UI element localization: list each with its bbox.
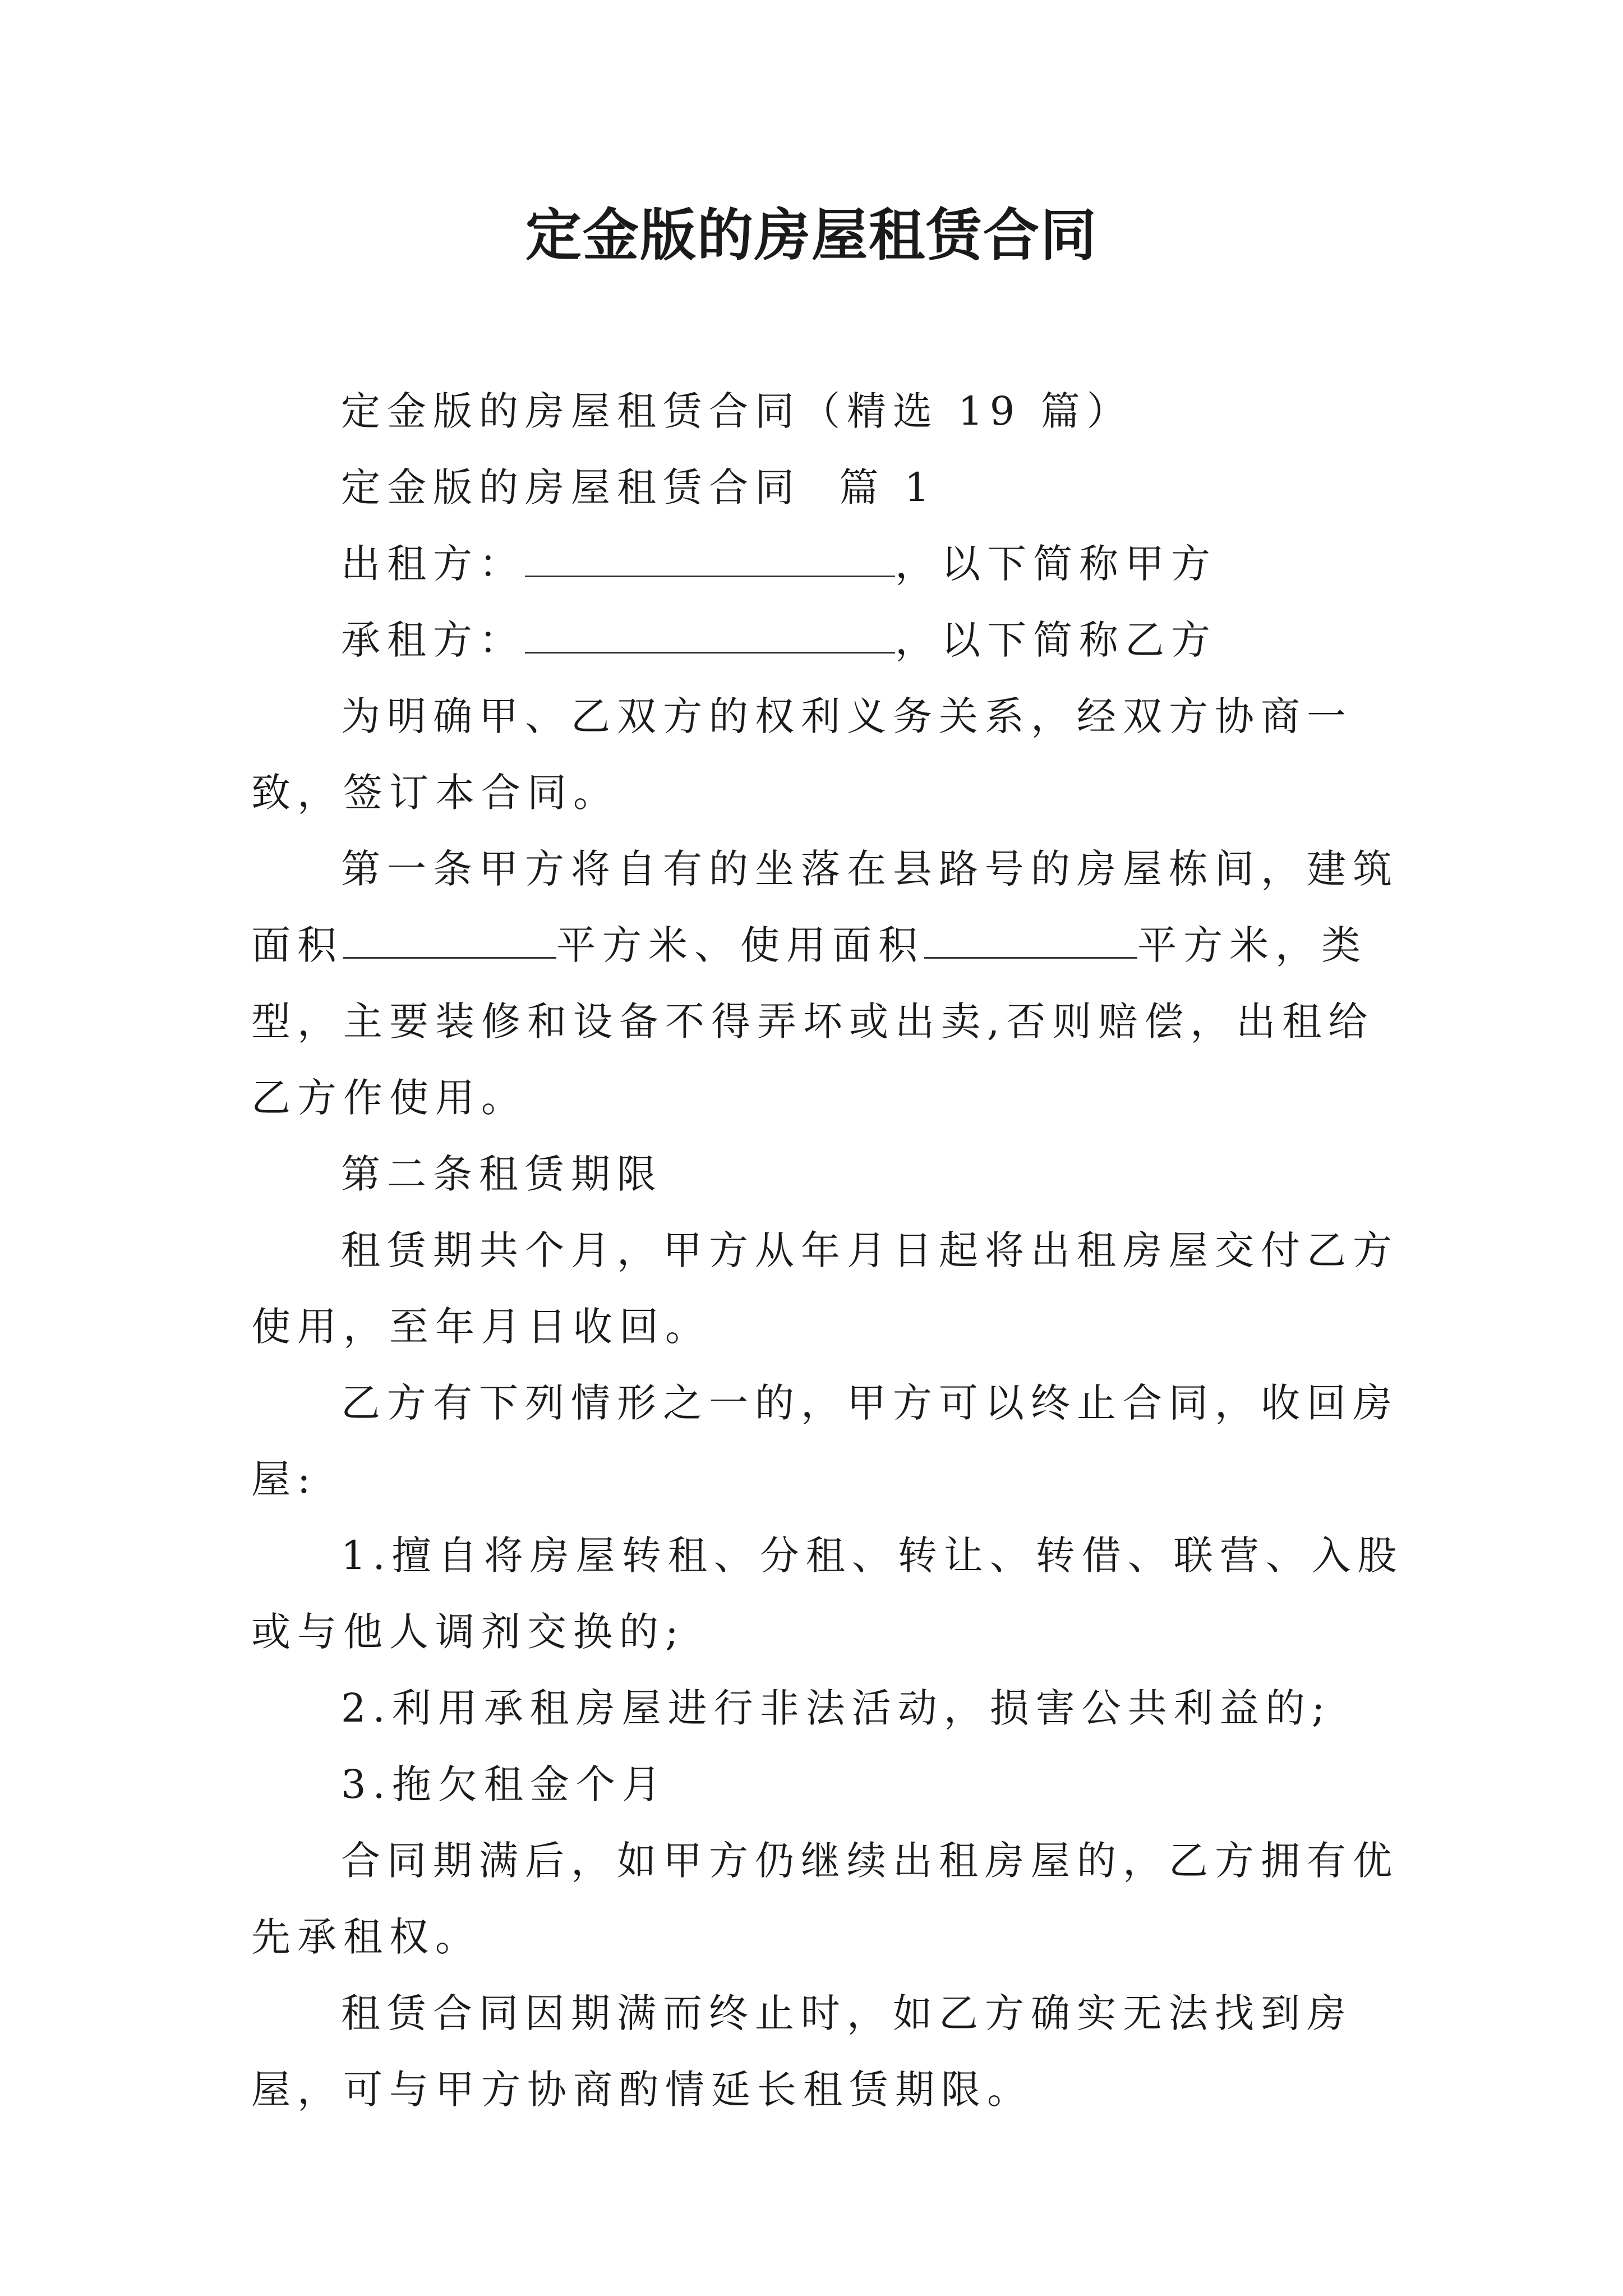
paragraph-clause-2: 2.利用承租房屋进行非法活动，损害公共利益的; [341, 1685, 1332, 1731]
paragraph-lessor [251, 526, 1404, 602]
paragraph-article-1 [251, 831, 1404, 1136]
article-1-text-c: 平方米，类型，主要装修和设备不得弄坏或出卖,否则赔偿，出租给乙方作使用。 [251, 922, 1375, 1121]
paragraph-priority-right: 合同期满后，如甲方仍继续出租房屋的，乙方拥有优先承租权。 [251, 1838, 1399, 1960]
paragraph-clause-3: 3.拖欠租金个月 [341, 1761, 668, 1807]
paragraph-subtitle: 定金版的房屋租赁合同（精选 19 篇） [341, 388, 1133, 434]
lessee-suffix: ，以下简称乙方 [895, 617, 1217, 663]
lessor-blank-line [525, 542, 895, 577]
article-1-text-a: 第一条甲方将自有的坐落在县路号的房屋栋间，建筑面积 [251, 846, 1399, 968]
paragraph-extension: 租赁合同因期满而终止时，如乙方确实无法找到房屋，可与甲方协商酌情延长租赁期限。 [251, 1990, 1353, 2113]
lessee-label: 承租方： [341, 617, 525, 663]
document-title: 定金版的房屋租赁合同 [525, 203, 1098, 268]
paragraph-termination-intro: 乙方有下列情形之一的，甲方可以终止合同，收回房屋: [251, 1380, 1399, 1502]
article-1-text-b: 平方米、使用面积 [556, 922, 924, 968]
paragraph-clause-1: 1.擅自将房屋转租、分租、转让、转借、联营、入股或与他人调剂交换的; [251, 1533, 1404, 1655]
paragraph-lessee [251, 602, 1404, 678]
paragraph-purpose: 为明确甲、乙双方的权利义务关系，经双方协商一致，签订本合同。 [251, 693, 1353, 816]
paragraph-section-heading: 定金版的房屋租赁合同 篇 1 [341, 464, 937, 510]
lessee-blank-line [525, 618, 895, 654]
paragraph-article-2-heading: 第二条租赁期限 [341, 1151, 663, 1197]
usable-area-blank-line [924, 923, 1137, 959]
paragraph-lease-term: 租赁期共个月，甲方从年月日起将出租房屋交付乙方使用，至年月日收回。 [251, 1227, 1399, 1350]
lessor-label: 出租方： [341, 541, 525, 587]
document-body [251, 373, 1404, 2128]
lessor-suffix: ，以下简称甲方 [895, 541, 1217, 587]
building-area-blank-line [343, 923, 556, 959]
